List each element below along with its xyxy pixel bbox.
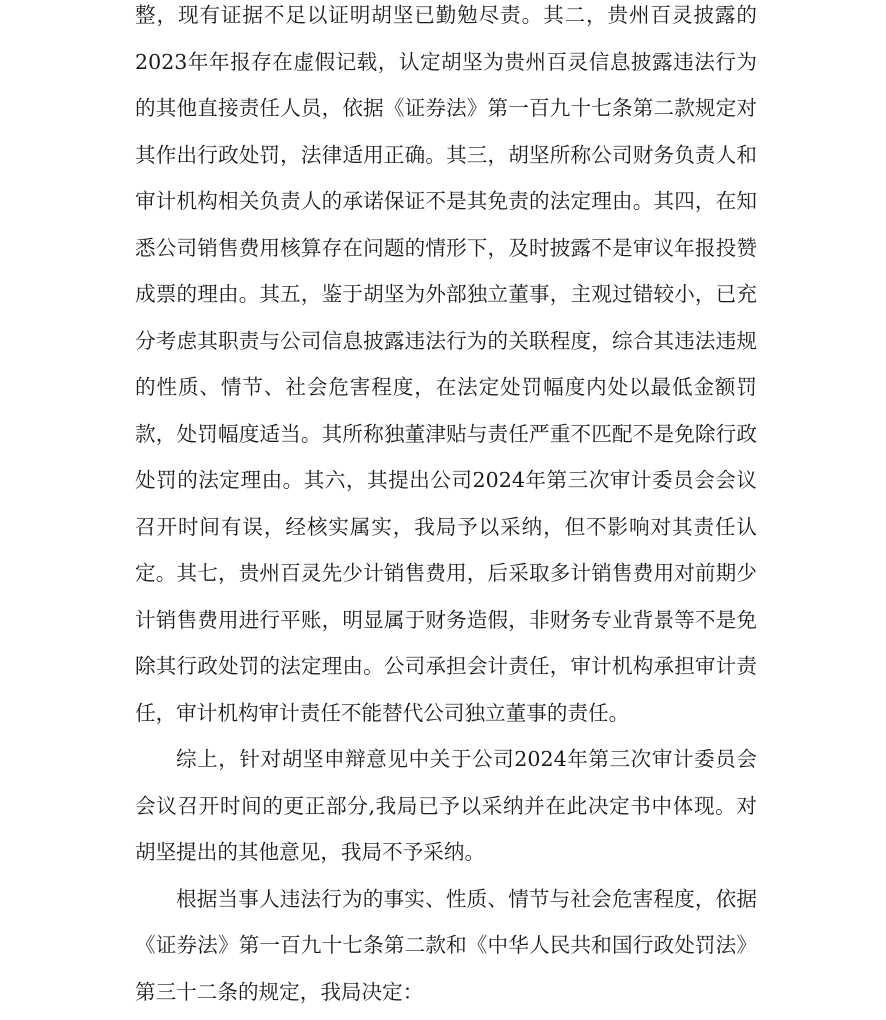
body-paragraph-1: 整，现有证据不足以证明胡坚已勤勉尽责。其二，贵州百灵披露的2023年年报存在虚假记载，认定胡坚为贵州百灵信息披露违法行为的其他直接责任人员，依据《证券法》第一百九十七条第二款规定对其作出行政处罚，法律适用正确。其三，胡坚所称公司财务负责人和审计机构相关负责人的承诺保证不是其免责的法定理由。其四，在知悉公司销售费用核算存在问题的情形下，及时披露不是审议年报投赞成票的理由。其五，鉴于胡坚为外部独立董事，主观过错较小，已充分考虑其职责与公司信息披露违法行为的关联程度，综合其违法违规的性质、情节、社会危害程度，在法定处罚幅度内处以最低金额罚款，处罚幅度适当。其所称独董津贴与责任严重不匹配不是免除行政处罚的法定理由。其六，其提出公司2024年第三次审计委员会会议召开时间有误，经核实属实，我局予以采纳，但不影响对其责任认定。其七，贵州百灵先少计销售费用，后采取多计销售费用对前期少计销售费用进行平账，明显属于财务造假，非财务专业背景等不是免除其行政处罚的法定理由。公司承担会计责任，审计机构承担审计责任，审计机构审计责任不能替代公司独立董事的责任。 (135, 3, 757, 725)
document-page (135, 0, 757, 1015)
body-paragraph-3: 根据当事人违法行为的事实、性质、情节与社会危害程度，依据《证券法》第一百九十七条第二款和《中华人民共和国行政处罚法》第三十二条的规定，我局决定： (135, 886, 757, 1004)
body-paragraph-2: 综上，针对胡坚申辩意见中关于公司2024年第三次审计委员会会议召开时间的更正部分,我局已予以采纳并在此决定书中体现。对胡坚提出的其他意见，我局不予采纳。 (135, 747, 757, 864)
